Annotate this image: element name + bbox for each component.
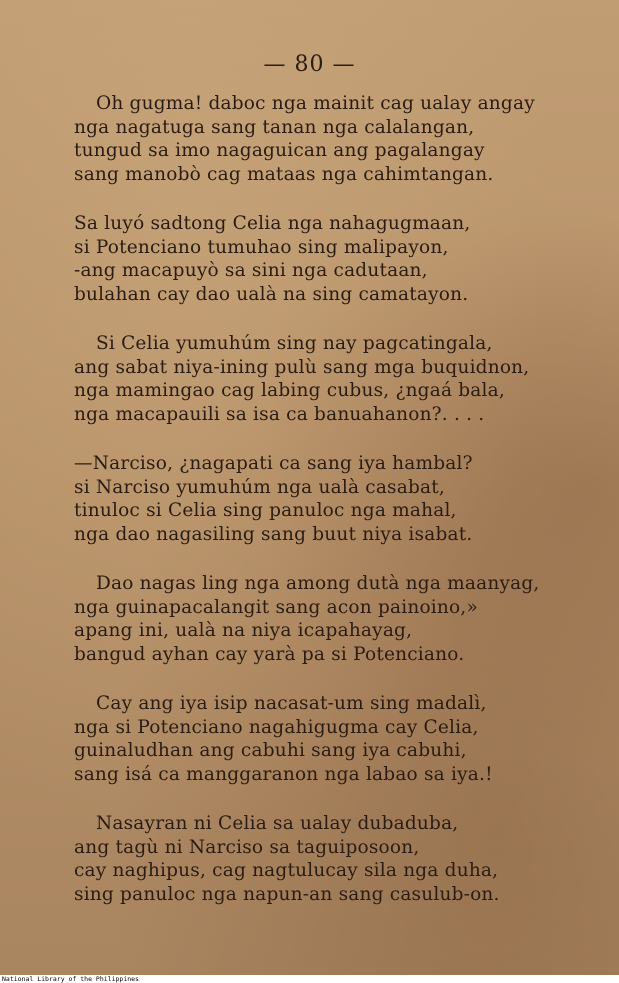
poem-line: apang ini, ualà na niya icapahayag, [74,620,413,641]
poem-line: Cay ang iya isip nacasat-um sing madalì, [96,693,487,714]
poem-line: si Potenciano tumuhao sing malipayon, [74,236,449,258]
stanza-6 [74,692,574,786]
stanza-2 [74,212,574,306]
poem-line: ang tagù ni Narciso sa taguiposoon, [74,836,420,858]
poem-line: bangud ayhan cay yarà pa si Potenciano. [74,643,465,665]
poem-line: nga macapauili sa isa ca banuahanon?. . . . [74,403,485,425]
poem-line: -ang macapuyò sa sini nga cadutaan, [74,260,428,281]
poem-line: nga nagatuga sang tanan nga calalangan, [74,116,475,138]
poem-line: sang manobò cag mataas nga cahimtangan. [74,163,494,185]
poem-line: tinuloc si Celia sing panuloc nga mahal, [74,500,457,521]
poem-line: nga mamingao cag labing cubus, ¿ngaá bala, [74,380,505,401]
poem-line: si Narciso yumuhúm nga ualà casabat, [74,476,445,498]
footer-credit: National Library of the Philippines [2,975,139,983]
poem-line: Oh gugma! daboc nga mainit cag ualay angay [96,93,535,114]
poem-line: sing panuloc nga napun-an sang casulub-on. [74,883,500,905]
poem-line: guinaludhan ang cabuhi sang iya cabuhi, [74,740,467,761]
stanza-1 [74,92,574,186]
poem-line: bulahan cay dao ualà na sing camatayon. [74,283,469,305]
poem-line: —Narciso, ¿nagapati ca sang iya hambal? [74,453,473,474]
poem-line: nga si Potenciano nagahigugma cay Celia, [74,716,479,738]
stanza-5 [74,572,574,666]
poem-line: sang isá ca manggaranon nga labao sa iya.! [74,763,493,785]
poem-body [74,92,574,932]
stanza-3 [74,332,574,426]
poem-line: Si Celia yumuhúm sing nay pagcatingala, [96,333,493,354]
poem-line: tungud sa imo nagaguican ang pagalangay [74,140,485,161]
stanza-4 [74,452,574,546]
stanza-7 [74,812,574,906]
poem-line: ang sabat niya-ining pulù sang mga buquidnon, [74,356,530,378]
poem-line: Sa luyó sadtong Celia nga nahagugmaan, [74,213,471,234]
page-number: — 80 — [263,52,356,77]
poem-line: Nasayran ni Celia sa ualay dubaduba, [96,813,459,834]
poem-line: cay naghipus, cag nagtulucay sila nga duha, [74,860,499,881]
poem-line: nga dao nagasiling sang buut niya isabat. [74,523,473,545]
poem-line: Dao nagas ling nga among dutà nga maanyag, [96,573,540,594]
poem-line: nga guinapacalangit sang acon painoino,» [74,596,478,618]
